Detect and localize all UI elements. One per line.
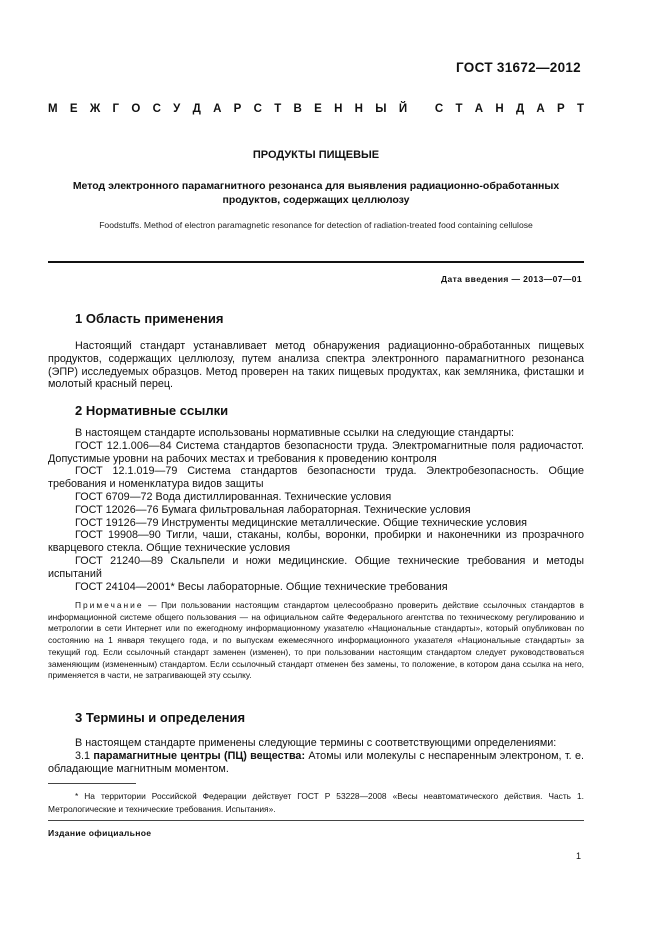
banner-letter: Р xyxy=(233,103,242,115)
banner-letter: Т xyxy=(576,103,584,115)
term-number: 3.1 xyxy=(75,749,94,762)
banner-letter: А xyxy=(213,103,222,115)
terms-and-definitions xyxy=(48,737,584,775)
section-3-heading: 3 Термины и определения xyxy=(75,710,246,725)
banner-letter: У xyxy=(173,103,181,115)
banner-letter: В xyxy=(293,103,302,115)
banner-letter: Й xyxy=(398,103,408,115)
banner-letter: О xyxy=(131,103,141,115)
reference-item: ГОСТ 12.1.019—79 Система стандартов безопасности труда. Электробезопасность. Общие требования и номенклатура видов защиты xyxy=(48,465,584,491)
references-lead: В настоящем стандарте использованы нормативные ссылки на следующие стандарты: xyxy=(75,427,514,439)
banner-letter: Т xyxy=(274,103,282,115)
terms-lead: В настоящем стандарте применены следующие термины с соответствующими определениями: xyxy=(75,737,557,749)
footnote: * На территории Российской Федерации действует ГОСТ Р 53228—2008 «Весы неавтоматического действия. Часть 1. Метрологические и технические требования. Испытания». xyxy=(48,791,584,814)
reference-item: ГОСТ 19126—79 Инструменты медицинские металлические. Общие технические условия xyxy=(75,516,527,529)
section-1-paragraph: Настоящий стандарт устанавливает метод обнаружения радиационно-обработанных пищевых продуктов, содержащих целлюлозу, путем анализа спектра электронного парамагнитного резонанса (ЭПР) исследуемых образцов. Метод проверен на таких пищевых продуктах, как земляника, фисташки и молотый красный перец. xyxy=(48,340,584,391)
banner-letter: Н xyxy=(334,103,343,115)
document-title: ПРОДУКТЫ ПИЩЕВЫЕ xyxy=(252,149,380,161)
banner-letter xyxy=(419,103,422,115)
page-number: 1 xyxy=(575,851,581,861)
header-divider xyxy=(48,261,584,263)
banner-letter: Н xyxy=(495,103,504,115)
note-text: — При пользовании настоящим стандартом целесообразно проверить действие ссылочных стандартов в информационной системе общего пользования — на официальном сайте Федерального агентства по техническому регулированию и метрологии в сети Интернет или по ежегодному информационному указателю «Национальные стандарты», который опубликован по состоянию на 1 января текущего года, и по выпускам ежемесячного информационного указателя «Национальные стандарты» за текущий год. Если ссылочный стандарт заменен (изменен), то при пользовании настоящим стандартом следует руководствоваться заменяющим (измененным) стандартом. Если ссылочный стандарт отменен без замены, то положение, в котором дана ссылка на него, применяется в части, не затрагивающей эту ссылку. xyxy=(48,600,584,681)
document-subtitle: Метод электронного парамагнитного резонанса для выявления радиационно-обработанных продуктов, содержащих целлюлозу xyxy=(72,180,560,206)
official-edition-label: Издание официальное xyxy=(48,828,152,838)
reference-item: ГОСТ 12026—76 Бумага фильтровальная лабораторная. Технические условия xyxy=(75,503,471,516)
references-note xyxy=(48,600,584,682)
term-definition: Атомы или молекулы с неспаренным электроном, т. е. обладающие магнитным моментом. xyxy=(48,749,584,775)
term-entry xyxy=(48,750,584,776)
banner-letter: Г xyxy=(112,103,120,115)
banner-letter: Н xyxy=(354,103,363,115)
banner-letter: Д xyxy=(515,103,525,115)
banner-letter: Т xyxy=(455,103,463,115)
normative-references xyxy=(48,427,584,593)
introduction-date: Дата введения — 2013—07—01 xyxy=(441,274,582,284)
banner-letter: А xyxy=(474,103,484,115)
banner-letter: С xyxy=(152,103,161,115)
reference-item: ГОСТ 19908—90 Тигли, чаши, стаканы, колбы, воронки, пробирки и наконечники из прозрачного кварцевого стекла. Общие технические условия xyxy=(48,529,584,555)
reference-item: ГОСТ 21240—89 Скальпели и ножи медицинские. Общие технические требования и методы испытаний xyxy=(48,554,584,580)
reference-item: ГОСТ 12.1.006—84 Система стандартов безопасности труда. Электромагнитные поля радиочастот. Допустимые уровни на рабочих местах и требования к проведению контроля xyxy=(48,439,584,465)
banner-letter: А xyxy=(536,103,545,115)
banner-letter: Д xyxy=(192,103,201,115)
banner-letter: Ж xyxy=(89,103,101,115)
interstate-standard-banner xyxy=(48,103,584,115)
banner-letter: Е xyxy=(314,103,322,115)
banner-letter: Е xyxy=(69,103,78,115)
banner-letter: Ы xyxy=(375,103,387,115)
banner-letter: Р xyxy=(557,103,565,115)
section-1-heading: 1 Область применения xyxy=(75,311,224,326)
english-title: Foodstuffs. Method of electron paramagnetic resonance for detection of radiation-treated food containing cellulose xyxy=(99,220,533,230)
footer-divider xyxy=(48,820,584,821)
section-1-body xyxy=(48,340,584,391)
reference-item: ГОСТ 6709—72 Вода дистиллированная. Технические условия xyxy=(75,490,392,503)
banner-letter: С xyxy=(434,103,444,115)
banner-letter: М xyxy=(48,103,58,115)
note-label: Примечание xyxy=(75,600,144,610)
term-name: парамагнитные центры (ПЦ) вещества: xyxy=(93,749,306,762)
section-2-heading: 2 Нормативные ссылки xyxy=(75,403,229,418)
document-number: ГОСТ 31672—2012 xyxy=(456,60,581,75)
footnote-divider xyxy=(48,783,136,784)
reference-item: ГОСТ 24104—2001* Весы лабораторные. Общие технические требования xyxy=(75,580,448,593)
banner-letter: С xyxy=(253,103,262,115)
